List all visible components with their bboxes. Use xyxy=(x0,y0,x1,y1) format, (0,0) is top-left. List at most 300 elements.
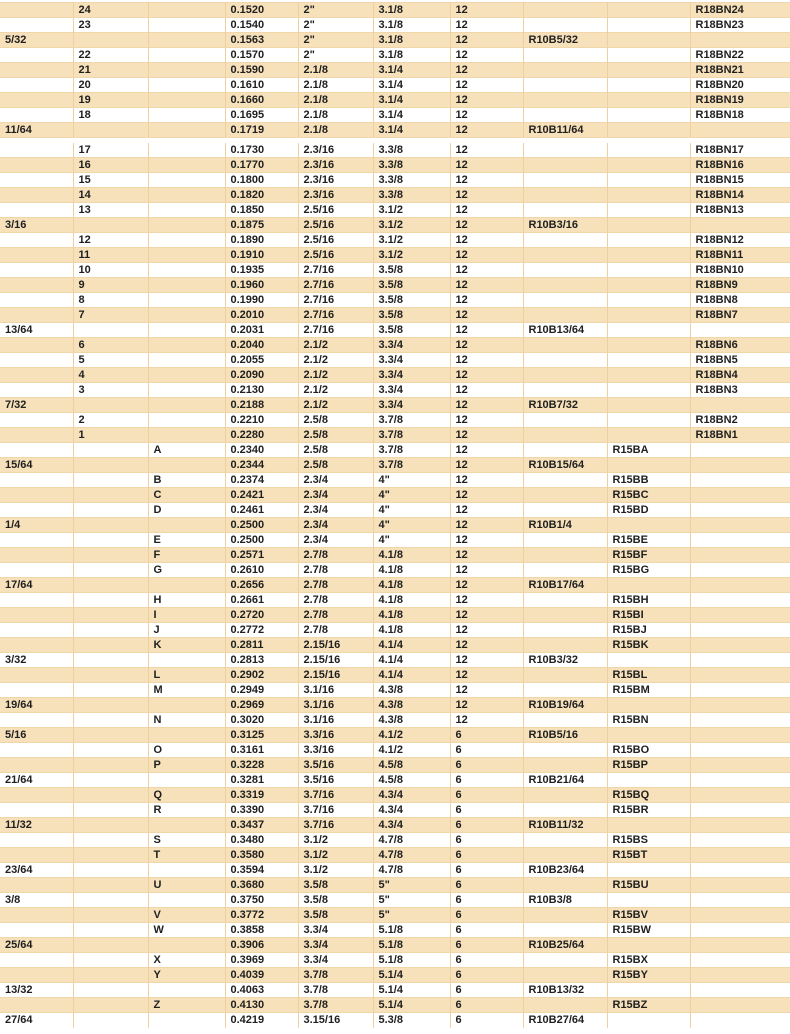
cell-r18bn-part xyxy=(690,473,790,488)
cell-r18bn-part xyxy=(690,443,790,458)
cell-fraction xyxy=(0,488,73,503)
cell-decimal-equivalent: 0.3594 xyxy=(225,863,298,878)
cell-overall-length: 3.5/8 xyxy=(373,278,450,293)
cell-decimal-equivalent: 0.2813 xyxy=(225,653,298,668)
cell-decimal-equivalent: 0.2130 xyxy=(225,383,298,398)
table-row xyxy=(0,923,790,938)
cell-r15b-part: R15BH xyxy=(607,593,690,608)
cell-r15b-part: R15BK xyxy=(607,638,690,653)
cell-pack-qty: 12 xyxy=(450,533,523,548)
cell-pack-qty: 12 xyxy=(450,653,523,668)
cell-r18bn-part xyxy=(690,758,790,773)
cell-flute-length: 2.7/8 xyxy=(298,623,373,638)
cell-wire-gauge: 7 xyxy=(73,308,148,323)
table-row xyxy=(0,233,790,248)
cell-decimal-equivalent: 0.1770 xyxy=(225,158,298,173)
cell-wire-gauge xyxy=(73,593,148,608)
table-row xyxy=(0,218,790,233)
cell-wire-gauge: 20 xyxy=(73,78,148,93)
cell-letter xyxy=(148,308,225,323)
cell-r10b-part xyxy=(523,63,607,78)
cell-decimal-equivalent: 0.2461 xyxy=(225,503,298,518)
cell-overall-length: 4.1/4 xyxy=(373,653,450,668)
cell-r18bn-part xyxy=(690,638,790,653)
cell-r10b-part xyxy=(523,743,607,758)
cell-r10b-part xyxy=(523,108,607,123)
cell-flute-length: 2.3/4 xyxy=(298,488,373,503)
cell-pack-qty: 12 xyxy=(450,338,523,353)
cell-wire-gauge xyxy=(73,1013,148,1028)
cell-overall-length: 5.1/8 xyxy=(373,938,450,953)
cell-r15b-part: R15BS xyxy=(607,833,690,848)
cell-r18bn-part xyxy=(690,878,790,893)
cell-flute-length: 2.1/8 xyxy=(298,93,373,108)
cell-wire-gauge: 22 xyxy=(73,48,148,63)
cell-fraction: 21/64 xyxy=(0,773,73,788)
cell-letter: Q xyxy=(148,788,225,803)
cell-r15b-part xyxy=(607,293,690,308)
cell-flute-length: 3.3/16 xyxy=(298,743,373,758)
cell-r18bn-part xyxy=(690,923,790,938)
cell-r15b-part xyxy=(607,33,690,48)
cell-pack-qty: 6 xyxy=(450,953,523,968)
cell-flute-length: 2.7/8 xyxy=(298,563,373,578)
cell-r15b-part: R15BJ xyxy=(607,623,690,638)
cell-letter: T xyxy=(148,848,225,863)
cell-fraction xyxy=(0,368,73,383)
cell-decimal-equivalent: 0.2055 xyxy=(225,353,298,368)
cell-pack-qty: 12 xyxy=(450,383,523,398)
cell-fraction xyxy=(0,638,73,653)
cell-letter xyxy=(148,263,225,278)
cell-pack-qty: 12 xyxy=(450,218,523,233)
cell-pack-qty: 12 xyxy=(450,308,523,323)
cell-decimal-equivalent: 0.2656 xyxy=(225,578,298,593)
cell-r15b-part xyxy=(607,108,690,123)
cell-overall-length: 4.5/8 xyxy=(373,773,450,788)
cell-r18bn-part xyxy=(690,683,790,698)
cell-pack-qty: 12 xyxy=(450,3,523,18)
cell-r18bn-part xyxy=(690,488,790,503)
cell-r18bn-part: R18BN5 xyxy=(690,353,790,368)
cell-fraction xyxy=(0,248,73,263)
cell-overall-length: 3.1/2 xyxy=(373,203,450,218)
cell-wire-gauge xyxy=(73,608,148,623)
cell-letter: D xyxy=(148,503,225,518)
table-row xyxy=(0,668,790,683)
cell-r10b-part xyxy=(523,443,607,458)
cell-overall-length: 4.3/8 xyxy=(373,698,450,713)
cell-r10b-part xyxy=(523,203,607,218)
cell-r10b-part: R10B23/64 xyxy=(523,863,607,878)
cell-flute-length: 2.7/16 xyxy=(298,308,373,323)
cell-wire-gauge xyxy=(73,473,148,488)
cell-pack-qty: 12 xyxy=(450,248,523,263)
cell-overall-length: 3.7/8 xyxy=(373,443,450,458)
cell-r10b-part: R10B7/32 xyxy=(523,398,607,413)
cell-wire-gauge xyxy=(73,983,148,998)
cell-flute-length: 2.7/16 xyxy=(298,293,373,308)
cell-r10b-part xyxy=(523,788,607,803)
cell-r15b-part: R15BP xyxy=(607,758,690,773)
cell-decimal-equivalent: 0.2344 xyxy=(225,458,298,473)
cell-r10b-part xyxy=(523,503,607,518)
cell-letter xyxy=(148,123,225,138)
cell-decimal-equivalent: 0.3390 xyxy=(225,803,298,818)
cell-overall-length: 4.1/2 xyxy=(373,728,450,743)
cell-overall-length: 4.1/8 xyxy=(373,578,450,593)
cell-pack-qty: 6 xyxy=(450,743,523,758)
table-row xyxy=(0,533,790,548)
cell-overall-length: 4" xyxy=(373,473,450,488)
cell-pack-qty: 12 xyxy=(450,158,523,173)
cell-decimal-equivalent: 0.1960 xyxy=(225,278,298,293)
cell-flute-length: 2.5/16 xyxy=(298,203,373,218)
cell-letter xyxy=(148,78,225,93)
cell-letter xyxy=(148,218,225,233)
cell-overall-length: 3.5/8 xyxy=(373,323,450,338)
table-row xyxy=(0,503,790,518)
cell-wire-gauge xyxy=(73,488,148,503)
cell-overall-length: 4.3/8 xyxy=(373,713,450,728)
cell-r10b-part xyxy=(523,48,607,63)
cell-wire-gauge xyxy=(73,758,148,773)
cell-decimal-equivalent: 0.2949 xyxy=(225,683,298,698)
cell-decimal-equivalent: 0.1850 xyxy=(225,203,298,218)
cell-pack-qty: 6 xyxy=(450,983,523,998)
cell-fraction: 25/64 xyxy=(0,938,73,953)
cell-overall-length: 4.1/8 xyxy=(373,548,450,563)
cell-letter xyxy=(148,108,225,123)
cell-r18bn-part xyxy=(690,968,790,983)
cell-letter xyxy=(148,773,225,788)
cell-r10b-part xyxy=(523,593,607,608)
cell-wire-gauge xyxy=(73,773,148,788)
cell-r15b-part xyxy=(607,203,690,218)
cell-decimal-equivalent: 0.3906 xyxy=(225,938,298,953)
table-row xyxy=(0,743,790,758)
cell-fraction xyxy=(0,353,73,368)
cell-flute-length: 2.3/4 xyxy=(298,473,373,488)
cell-flute-length: 2.7/8 xyxy=(298,593,373,608)
cell-wire-gauge: 8 xyxy=(73,293,148,308)
cell-wire-gauge xyxy=(73,968,148,983)
cell-wire-gauge xyxy=(73,863,148,878)
cell-wire-gauge: 10 xyxy=(73,263,148,278)
cell-letter xyxy=(148,278,225,293)
cell-pack-qty: 12 xyxy=(450,33,523,48)
cell-r15b-part: R15BV xyxy=(607,908,690,923)
cell-flute-length: 2.1/8 xyxy=(298,108,373,123)
cell-pack-qty: 12 xyxy=(450,623,523,638)
cell-flute-length: 2.5/8 xyxy=(298,428,373,443)
cell-fraction xyxy=(0,503,73,518)
cell-r15b-part: R15BN xyxy=(607,713,690,728)
cell-pack-qty: 12 xyxy=(450,188,523,203)
cell-r18bn-part xyxy=(690,893,790,908)
cell-r15b-part xyxy=(607,818,690,833)
cell-r10b-part xyxy=(523,188,607,203)
cell-wire-gauge xyxy=(73,698,148,713)
table-row xyxy=(0,833,790,848)
table-row xyxy=(0,353,790,368)
cell-r15b-part: R15BX xyxy=(607,953,690,968)
table-row xyxy=(0,108,790,123)
cell-letter xyxy=(148,248,225,263)
cell-letter xyxy=(148,158,225,173)
cell-flute-length: 2.5/8 xyxy=(298,413,373,428)
cell-overall-length: 3.3/4 xyxy=(373,383,450,398)
cell-r10b-part xyxy=(523,93,607,108)
cell-r18bn-part: R18BN16 xyxy=(690,158,790,173)
cell-r15b-part: R15BQ xyxy=(607,788,690,803)
table-row xyxy=(0,818,790,833)
cell-r18bn-part xyxy=(690,668,790,683)
cell-pack-qty: 12 xyxy=(450,93,523,108)
cell-wire-gauge xyxy=(73,938,148,953)
cell-r18bn-part xyxy=(690,953,790,968)
cell-fraction xyxy=(0,923,73,938)
cell-overall-length: 3.3/8 xyxy=(373,158,450,173)
cell-fraction xyxy=(0,93,73,108)
cell-wire-gauge: 4 xyxy=(73,368,148,383)
cell-r15b-part xyxy=(607,18,690,33)
cell-fraction: 1/4 xyxy=(0,518,73,533)
cell-r15b-part xyxy=(607,263,690,278)
cell-fraction xyxy=(0,998,73,1013)
cell-flute-length: 2.1/8 xyxy=(298,123,373,138)
cell-r15b-part: R15BU xyxy=(607,878,690,893)
cell-fraction xyxy=(0,848,73,863)
cell-wire-gauge xyxy=(73,443,148,458)
cell-fraction xyxy=(0,63,73,78)
cell-overall-length: 4" xyxy=(373,503,450,518)
cell-pack-qty: 12 xyxy=(450,173,523,188)
table-row xyxy=(0,143,790,158)
table-row xyxy=(0,398,790,413)
cell-decimal-equivalent: 0.3858 xyxy=(225,923,298,938)
table-row xyxy=(0,713,790,728)
cell-wire-gauge xyxy=(73,33,148,48)
cell-pack-qty: 6 xyxy=(450,878,523,893)
cell-decimal-equivalent: 0.1660 xyxy=(225,93,298,108)
cell-r18bn-part xyxy=(690,938,790,953)
cell-wire-gauge: 16 xyxy=(73,158,148,173)
cell-r10b-part xyxy=(523,908,607,923)
cell-r15b-part xyxy=(607,143,690,158)
cell-decimal-equivalent: 0.4039 xyxy=(225,968,298,983)
cell-r15b-part xyxy=(607,698,690,713)
cell-decimal-equivalent: 0.2040 xyxy=(225,338,298,353)
cell-letter: E xyxy=(148,533,225,548)
cell-r10b-part xyxy=(523,488,607,503)
cell-decimal-equivalent: 0.2571 xyxy=(225,548,298,563)
cell-overall-length: 5.1/4 xyxy=(373,968,450,983)
cell-flute-length: 2.1/8 xyxy=(298,78,373,93)
cell-r10b-part xyxy=(523,173,607,188)
cell-overall-length: 3.3/4 xyxy=(373,398,450,413)
cell-pack-qty: 12 xyxy=(450,488,523,503)
cell-fraction: 15/64 xyxy=(0,458,73,473)
cell-flute-length: 3.3/4 xyxy=(298,953,373,968)
cell-fraction xyxy=(0,233,73,248)
cell-r18bn-part xyxy=(690,608,790,623)
table-row xyxy=(0,548,790,563)
cell-letter xyxy=(148,63,225,78)
cell-r10b-part xyxy=(523,848,607,863)
cell-decimal-equivalent: 0.1910 xyxy=(225,248,298,263)
cell-overall-length: 3.7/8 xyxy=(373,458,450,473)
cell-flute-length: 3.7/16 xyxy=(298,788,373,803)
cell-overall-length: 3.1/2 xyxy=(373,218,450,233)
cell-flute-length: 2.3/16 xyxy=(298,173,373,188)
cell-r18bn-part xyxy=(690,908,790,923)
cell-wire-gauge: 2 xyxy=(73,413,148,428)
cell-flute-length: 2.7/8 xyxy=(298,548,373,563)
cell-letter xyxy=(148,863,225,878)
table-row xyxy=(0,18,790,33)
table-row xyxy=(0,263,790,278)
cell-pack-qty: 12 xyxy=(450,78,523,93)
cell-flute-length: 3.5/16 xyxy=(298,758,373,773)
cell-r10b-part xyxy=(523,413,607,428)
cell-letter xyxy=(148,293,225,308)
cell-letter: J xyxy=(148,623,225,638)
cell-letter xyxy=(148,338,225,353)
cell-pack-qty: 6 xyxy=(450,1013,523,1028)
cell-wire-gauge xyxy=(73,878,148,893)
table-row xyxy=(0,638,790,653)
cell-flute-length: 3.5/8 xyxy=(298,908,373,923)
cell-wire-gauge: 17 xyxy=(73,143,148,158)
cell-overall-length: 4.1/8 xyxy=(373,593,450,608)
table-row xyxy=(0,863,790,878)
cell-r15b-part xyxy=(607,518,690,533)
cell-pack-qty: 12 xyxy=(450,443,523,458)
cell-overall-length: 3.1/8 xyxy=(373,3,450,18)
cell-decimal-equivalent: 0.3281 xyxy=(225,773,298,788)
cell-r15b-part: R15BZ xyxy=(607,998,690,1013)
cell-decimal-equivalent: 0.1719 xyxy=(225,123,298,138)
cell-flute-length: 3.1/2 xyxy=(298,833,373,848)
cell-pack-qty: 12 xyxy=(450,263,523,278)
cell-r10b-part xyxy=(523,683,607,698)
cell-decimal-equivalent: 0.2031 xyxy=(225,323,298,338)
cell-wire-gauge xyxy=(73,458,148,473)
cell-flute-length: 2" xyxy=(298,18,373,33)
cell-letter: X xyxy=(148,953,225,968)
cell-overall-length: 4.1/8 xyxy=(373,608,450,623)
cell-r18bn-part xyxy=(690,398,790,413)
cell-wire-gauge: 11 xyxy=(73,248,148,263)
cell-flute-length: 2.3/16 xyxy=(298,143,373,158)
cell-fraction xyxy=(0,18,73,33)
cell-r10b-part xyxy=(523,143,607,158)
cell-wire-gauge: 14 xyxy=(73,188,148,203)
cell-pack-qty: 6 xyxy=(450,938,523,953)
table-row xyxy=(0,78,790,93)
cell-r18bn-part: R18BN4 xyxy=(690,368,790,383)
cell-letter xyxy=(148,18,225,33)
cell-overall-length: 5" xyxy=(373,908,450,923)
cell-fraction xyxy=(0,803,73,818)
cell-fraction xyxy=(0,413,73,428)
cell-flute-length: 3.3/4 xyxy=(298,938,373,953)
table-row xyxy=(0,983,790,998)
cell-fraction xyxy=(0,563,73,578)
table-row xyxy=(0,188,790,203)
cell-pack-qty: 12 xyxy=(450,458,523,473)
cell-wire-gauge xyxy=(73,953,148,968)
cell-flute-length: 2.7/16 xyxy=(298,323,373,338)
cell-overall-length: 4.3/4 xyxy=(373,803,450,818)
cell-letter xyxy=(148,3,225,18)
cell-fraction xyxy=(0,623,73,638)
cell-flute-length: 2.3/4 xyxy=(298,503,373,518)
cell-fraction xyxy=(0,668,73,683)
cell-r10b-part: R10B27/64 xyxy=(523,1013,607,1028)
cell-fraction xyxy=(0,833,73,848)
cell-wire-gauge xyxy=(73,563,148,578)
cell-letter: A xyxy=(148,443,225,458)
cell-fraction xyxy=(0,953,73,968)
cell-r18bn-part: R18BN21 xyxy=(690,63,790,78)
table-row xyxy=(0,878,790,893)
cell-letter: N xyxy=(148,713,225,728)
cell-r18bn-part xyxy=(690,323,790,338)
cell-r10b-part: R10B25/64 xyxy=(523,938,607,953)
cell-wire-gauge xyxy=(73,803,148,818)
cell-pack-qty: 12 xyxy=(450,413,523,428)
cell-r15b-part xyxy=(607,188,690,203)
cell-overall-length: 3.1/2 xyxy=(373,248,450,263)
table-row xyxy=(0,518,790,533)
cell-wire-gauge: 12 xyxy=(73,233,148,248)
cell-overall-length: 4" xyxy=(373,488,450,503)
cell-r15b-part xyxy=(607,48,690,63)
cell-decimal-equivalent: 0.1890 xyxy=(225,233,298,248)
cell-decimal-equivalent: 0.3580 xyxy=(225,848,298,863)
cell-r15b-part xyxy=(607,983,690,998)
cell-flute-length: 2.1/2 xyxy=(298,338,373,353)
cell-r18bn-part xyxy=(690,983,790,998)
cell-fraction xyxy=(0,263,73,278)
cell-r18bn-part xyxy=(690,593,790,608)
cell-fraction xyxy=(0,758,73,773)
cell-decimal-equivalent: 0.2720 xyxy=(225,608,298,623)
cell-fraction xyxy=(0,188,73,203)
cell-pack-qty: 12 xyxy=(450,638,523,653)
cell-letter xyxy=(148,233,225,248)
cell-flute-length: 3.1/2 xyxy=(298,848,373,863)
cell-overall-length: 5" xyxy=(373,893,450,908)
cell-decimal-equivalent: 0.1570 xyxy=(225,48,298,63)
cell-r15b-part xyxy=(607,218,690,233)
cell-overall-length: 3.1/8 xyxy=(373,18,450,33)
cell-fraction: 11/32 xyxy=(0,818,73,833)
cell-fraction: 3/8 xyxy=(0,893,73,908)
cell-fraction: 23/64 xyxy=(0,863,73,878)
cell-r10b-part xyxy=(523,383,607,398)
cell-overall-length: 3.1/4 xyxy=(373,78,450,93)
cell-letter xyxy=(148,983,225,998)
cell-fraction xyxy=(0,78,73,93)
cell-r18bn-part: R18BN18 xyxy=(690,108,790,123)
cell-letter xyxy=(148,353,225,368)
cell-pack-qty: 6 xyxy=(450,818,523,833)
cell-fraction xyxy=(0,48,73,63)
cell-pack-qty: 6 xyxy=(450,908,523,923)
